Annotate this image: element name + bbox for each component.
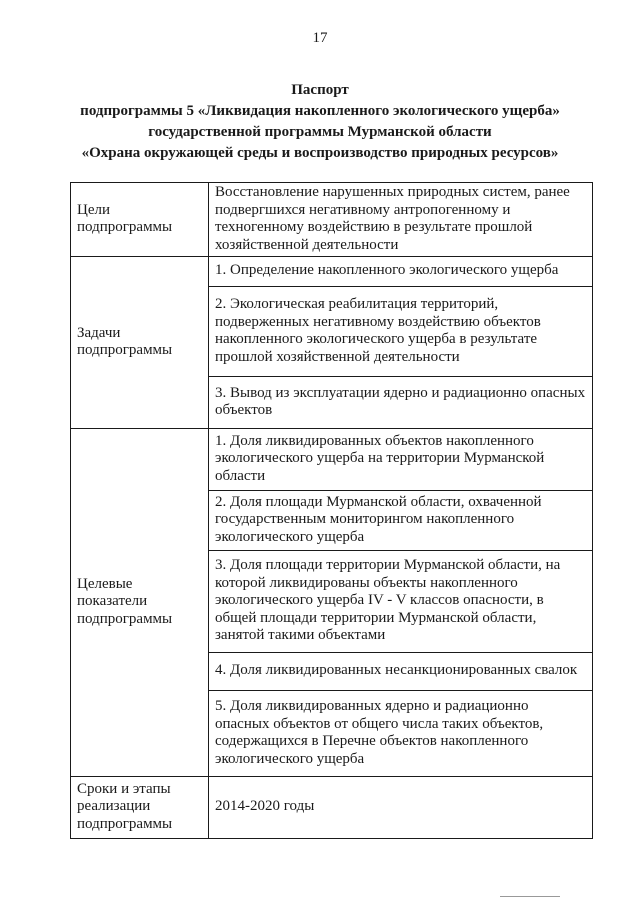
passport-table	[70, 182, 593, 839]
scan-edge-mark	[500, 896, 560, 897]
title-line-1: Паспорт	[291, 82, 349, 98]
indicator-item-2: 2. Доля площади Мурманской области, охваченной государственным мониторингом накопленного экологического ущерба	[209, 491, 593, 551]
row-label-goals: Цели подпрограммы	[71, 183, 209, 257]
indicator-item-5: 5. Доля ликвидированных ядерно и радиационно опасных объектов от общего числа таких объектов, содержащихся в Перечне объектов накопленного экологического ущерба	[209, 691, 593, 777]
table-row	[71, 257, 593, 287]
goal-item: Восстановление нарушенных природных систем, ранее подвергшихся негативному антропогенному и техногенному воздействию в результате прошлой хозяйственной деятельности	[209, 183, 593, 257]
timeline-item: 2014-2020 годы	[209, 777, 593, 839]
row-label-indicators: Целевые показатели подпрограммы	[71, 429, 209, 777]
title-line-4: «Охрана окружающей среды и воспроизводство природных ресурсов»	[81, 145, 559, 161]
task-item-3: 3. Вывод из эксплуатации ядерно и радиационно опасных объектов	[209, 377, 593, 429]
row-label-tasks: Задачи подпрограммы	[71, 257, 209, 429]
row-label-timeline: Сроки и этапы реализации подпрограммы	[71, 777, 209, 839]
document-title	[40, 80, 600, 164]
indicator-item-4: 4. Доля ликвидированных несанкционированных свалок	[209, 653, 593, 691]
task-item-2: 2. Экологическая реабилитация территорий, подверженных негативному воздействию объектов накопленного экологического ущерба в результате прошлой хозяйственной деятельности	[209, 287, 593, 377]
title-line-2: подпрограммы 5 «Ликвидация накопленного экологического ущерба»	[80, 103, 560, 119]
table-row	[71, 183, 593, 257]
indicator-item-3: 3. Доля площади территории Мурманской области, на которой ликвидированы объекты накопленного экологического ущерба IV - V классов опасности, в общей площади территории Мурманской области, занятой такими объектами	[209, 551, 593, 653]
task-item-1: 1. Определение накопленного экологического ущерба	[209, 257, 593, 287]
table-row	[71, 777, 593, 839]
table-row	[71, 429, 593, 491]
page-number: 17	[312, 30, 328, 46]
title-line-3: государственной программы Мурманской области	[148, 124, 492, 140]
indicator-item-1: 1. Доля ликвидированных объектов накопленного экологического ущерба на территории Мурманской области	[209, 429, 593, 491]
